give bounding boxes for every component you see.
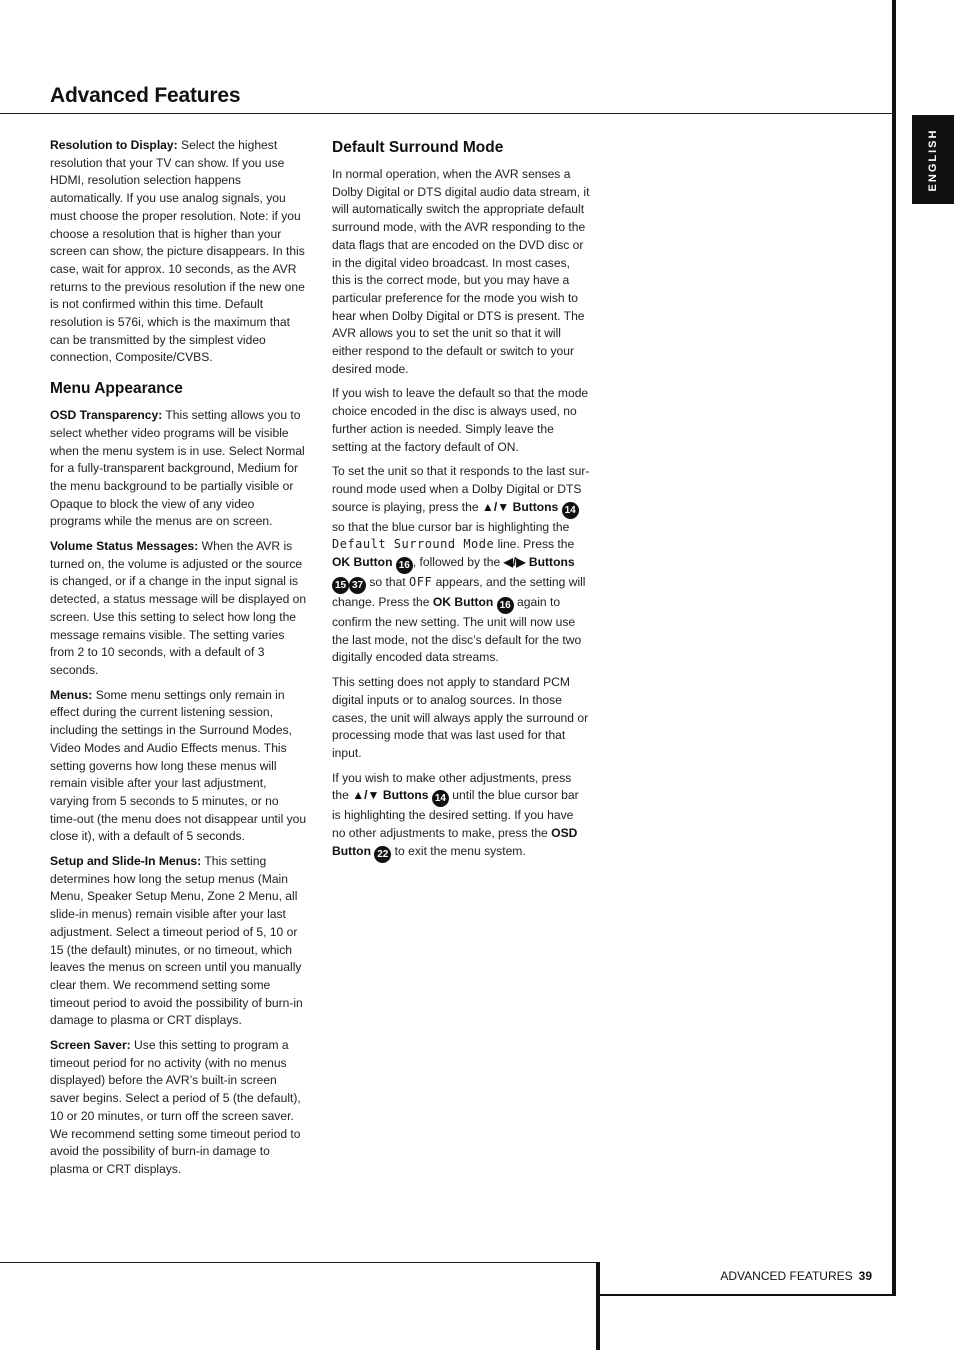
footer-bottom-rule [600, 1294, 896, 1296]
paragraph-menus [50, 687, 308, 846]
up-down-arrows-icon: ▲/▼ [481, 499, 510, 514]
paragraph-surround-intro: In normal operation, when the AVR senses a Dolby Digital or DTS digital audio data stream, it will automatically switch the appropriate default surround mode, with the AVR responding to the data flags that are encoded on the DVD disc or in the digital video broadcast. In most cases, this is the correct mode, but you may have a particular preference for the mode you wish to hear when Dolby Digital or DTS is present. The AVR allows you to set the unit so that it will either respond to the default or switch to your desired mode. [332, 167, 590, 376]
middle-column [332, 138, 590, 870]
label-osd-transparency: OSD Transparency: [50, 408, 163, 423]
label-ok-button: OK Button [332, 555, 396, 570]
page-title: Advanced Features [50, 84, 241, 107]
page-number: 39 [858, 1269, 872, 1283]
text-steps-a: To set the unit so that it responds to the last sur-round mode used when a Dolby Digital or DTS source is playing, press the [332, 464, 590, 514]
button-number-14-icon: 14 [432, 790, 449, 807]
text-steps-g: again to confirm the new setting. The unit will now use the last mode, not the disc’s default for the two digitally encoded data streams. [332, 595, 582, 665]
text-volume-status: When the AVR is turned on, the volume is adjusted or the source is changed, or if a change in the input signal is detected, a status message will be displayed on screen. Use this setting to select how long the message remains visible. The setting varies from 2 to 10 seconds, with a default of 3 seconds. [50, 539, 307, 677]
text-steps-d: , followed by the [412, 555, 504, 570]
paragraph-resolution [50, 137, 308, 367]
text-steps-e: so that [366, 575, 410, 590]
left-column [50, 137, 308, 1186]
footer-rule [0, 1262, 596, 1263]
label-buttons-2: Buttons [525, 555, 575, 570]
right-edge-bar [892, 0, 896, 1296]
paragraph-screen-saver [50, 1037, 308, 1179]
language-tab-label: ENGLISH [927, 128, 939, 191]
paragraph-surround-steps [332, 463, 590, 667]
button-number-16-icon: 16 [497, 597, 514, 614]
text-steps-b: so that the blue cursor bar is highlighting the [332, 519, 570, 534]
label-buttons: Buttons [509, 499, 562, 514]
label-resolution: Resolution to Display: [50, 138, 178, 152]
label-ok-button-2: OK Button [432, 595, 497, 610]
footer [600, 1269, 872, 1283]
label-screen-saver: Screen Saver: [50, 1038, 131, 1053]
text-adjust-b: until the blue cursor bar is highlighting the desired setting. If you have no other adjustments to make, press the [332, 788, 579, 841]
button-number-16-icon: 16 [396, 557, 413, 574]
paragraph-volume-status [50, 538, 308, 680]
button-number-37-icon: 37 [349, 577, 366, 594]
text-resolution: Select the highest resolution that your TV can show. If you use HDMI, resolution selection happens automatically. If you use analog signals, you must choose the proper resolution. Note: if you choose a resolution that is higher than your screen can show, the picture disappears. In this case, wait for approx. 10 seconds, as the AVR returns to the previous resolution if the new one is not confirmed within this time. Default resolution is 576i, which is the maximum that can be transmitted by the simplest video connection, Composite/CVBS. [50, 138, 305, 365]
text-screen-saver: Use this setting to program a timeout period for no activity (with no menus displayed) before the AVR’s built-in screen saver begins. Select a period of 5 (the default), 10 or 20 minutes, or turn off the screen saver. We recommend setting some timeout period to avoid the possibility of burn-in damage to plasma or CRT displays. [50, 1038, 301, 1176]
label-setup-menus: Setup and Slide-In Menus: [50, 854, 202, 869]
paragraph-pcm-note: This setting does not apply to standard PCM digital inputs or to analog sources. In those cases, the unit will always apply the surround or processing mode that was last used for that input. [332, 675, 589, 760]
label-menus: Menus: [50, 687, 93, 702]
up-down-arrows-icon: ▲/▼ [352, 788, 380, 803]
heading-default-surround: Default Surround Mode [332, 139, 504, 156]
paragraph-setup-menus [50, 853, 308, 1030]
label-buttons-3: Buttons [379, 788, 432, 803]
button-number-22-icon: 22 [374, 846, 391, 863]
paragraph-surround-default: If you wish to leave the default so that the mode choice encoded in the disc is always used, no further action is needed. Simply leave the setting at the factory default of ON. [332, 386, 589, 454]
button-number-14-icon: 14 [562, 502, 579, 519]
paragraph-other-adjustments [332, 770, 590, 863]
button-number-15-icon: 15 [332, 577, 349, 594]
text-adjust-a: If you wish to make other adjustments, press the [332, 770, 572, 803]
menu-line-default-surround: Default Surround Mode [332, 537, 495, 552]
left-right-arrows-icon: ◀/▶ [503, 555, 526, 570]
text-setup-menus: This setting determines how long the setup menus (Main Menu, Speaker Setup Menu, Zone 2 Menu, all slide-in menus) remain visible after your last adjustment. Select a timeout period of 5, 10 or 15 (the default) minutes, or no timeout, which leaves the menus on screen until you manually clear them. We recommend setting some timeout period to avoid the possibility of burn-in damage to plasma or CRT displays. [50, 854, 303, 1028]
heading-menu-appearance: Menu Appearance [50, 380, 183, 398]
text-steps-f: appears, and the setting will change. Press the [332, 575, 586, 610]
text-adjust-c: to exit the menu system. [391, 843, 526, 858]
text-osd-transparency: This setting allows you to select whether video programs will be visible when the menu system is in use. Select Normal for a fully-transparent background, Medium for the menu background to be partially visible or Opaque to block the view of any video programs while the menus are on screen. [50, 408, 305, 529]
label-osd-button: OSD Button [332, 826, 578, 858]
label-volume-status: Volume Status Messages: [50, 539, 199, 554]
menu-value-off: OFF [409, 575, 433, 590]
text-steps-c: line. Press the [494, 537, 575, 552]
title-rule [0, 113, 894, 114]
footer-section-name: ADVANCED FEATURES [720, 1269, 853, 1283]
text-menus: Some menu settings only remain in effect during the current listening session, including the settings in the Surround Modes, Video Modes and Audio Effects menus. This setting governs how long these menus will remain visible after your last adjustment, varying from 5 seconds to 5 minutes, or no time-out (the menu does not disappear until you close it), with a default of 5 seconds. [50, 687, 307, 844]
paragraph-osd-transparency [50, 407, 308, 531]
language-tab [912, 115, 954, 204]
